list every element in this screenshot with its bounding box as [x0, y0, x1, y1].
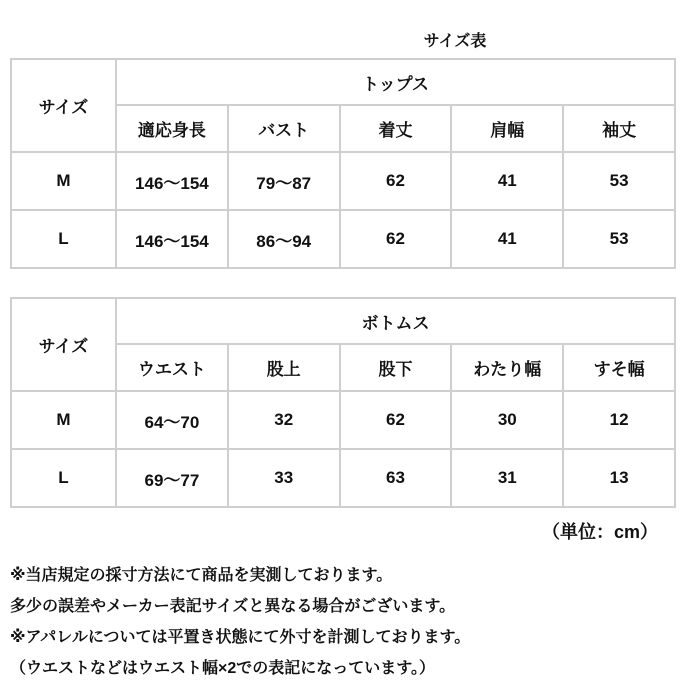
tops-size-table: [10, 58, 676, 269]
value-cell: 62: [340, 391, 452, 449]
table-row: [11, 210, 675, 268]
size-header: サイズ: [11, 298, 116, 391]
value-cell: 146～154: [116, 210, 228, 268]
tops-group-header: トップス: [116, 59, 675, 105]
value-cell: 13: [563, 449, 675, 507]
size-cell: M: [11, 152, 116, 210]
value-cell: 63: [340, 449, 452, 507]
column-header: 着丈: [340, 105, 452, 152]
value-cell: 31: [451, 449, 563, 507]
table-row: [11, 152, 675, 210]
table-row: [11, 449, 675, 507]
value-cell: 64～70: [116, 391, 228, 449]
value-cell: 12: [563, 391, 675, 449]
note-line: ※当店規定の採寸方法にて商品を実測しております。: [10, 567, 393, 584]
column-header: すそ幅: [563, 344, 675, 391]
value-cell: 41: [451, 210, 563, 268]
column-header: 股上: [228, 344, 340, 391]
column-header: 適応身長: [116, 105, 228, 152]
value-cell: 79～87: [228, 152, 340, 210]
column-header: 股下: [340, 344, 452, 391]
page-title: サイズ表: [423, 33, 487, 50]
value-cell: 32: [228, 391, 340, 449]
value-cell: 33: [228, 449, 340, 507]
column-header: バスト: [228, 105, 340, 152]
value-cell: 69～77: [116, 449, 228, 507]
value-cell: 30: [451, 391, 563, 449]
column-header: 袖丈: [563, 105, 675, 152]
value-cell: 62: [340, 152, 452, 210]
unit-label: （単位：cm）: [541, 522, 658, 542]
size-header: サイズ: [11, 59, 116, 152]
note-line: （ウエストなどはウエスト幅×2での表記になっています。）: [10, 660, 435, 677]
note-line: 多少の誤差やメーカー表記サイズと異なる場合がございます。: [10, 598, 456, 615]
column-header: 肩幅: [451, 105, 563, 152]
value-cell: 41: [451, 152, 563, 210]
table-row: [11, 391, 675, 449]
bottoms-group-header: ボトムス: [116, 298, 675, 344]
value-cell: 86～94: [228, 210, 340, 268]
note-line: ※アパレルについては平置き状態にて外寸を計測しております。: [10, 629, 471, 646]
bottoms-size-table: [10, 297, 676, 508]
size-cell: M: [11, 391, 116, 449]
value-cell: 146～154: [116, 152, 228, 210]
size-cell: L: [11, 449, 116, 507]
notes: [10, 560, 470, 684]
column-header: わたり幅: [451, 344, 563, 391]
size-cell: L: [11, 210, 116, 268]
value-cell: 53: [563, 210, 675, 268]
value-cell: 53: [563, 152, 675, 210]
column-header: ウエスト: [116, 344, 228, 391]
value-cell: 62: [340, 210, 452, 268]
